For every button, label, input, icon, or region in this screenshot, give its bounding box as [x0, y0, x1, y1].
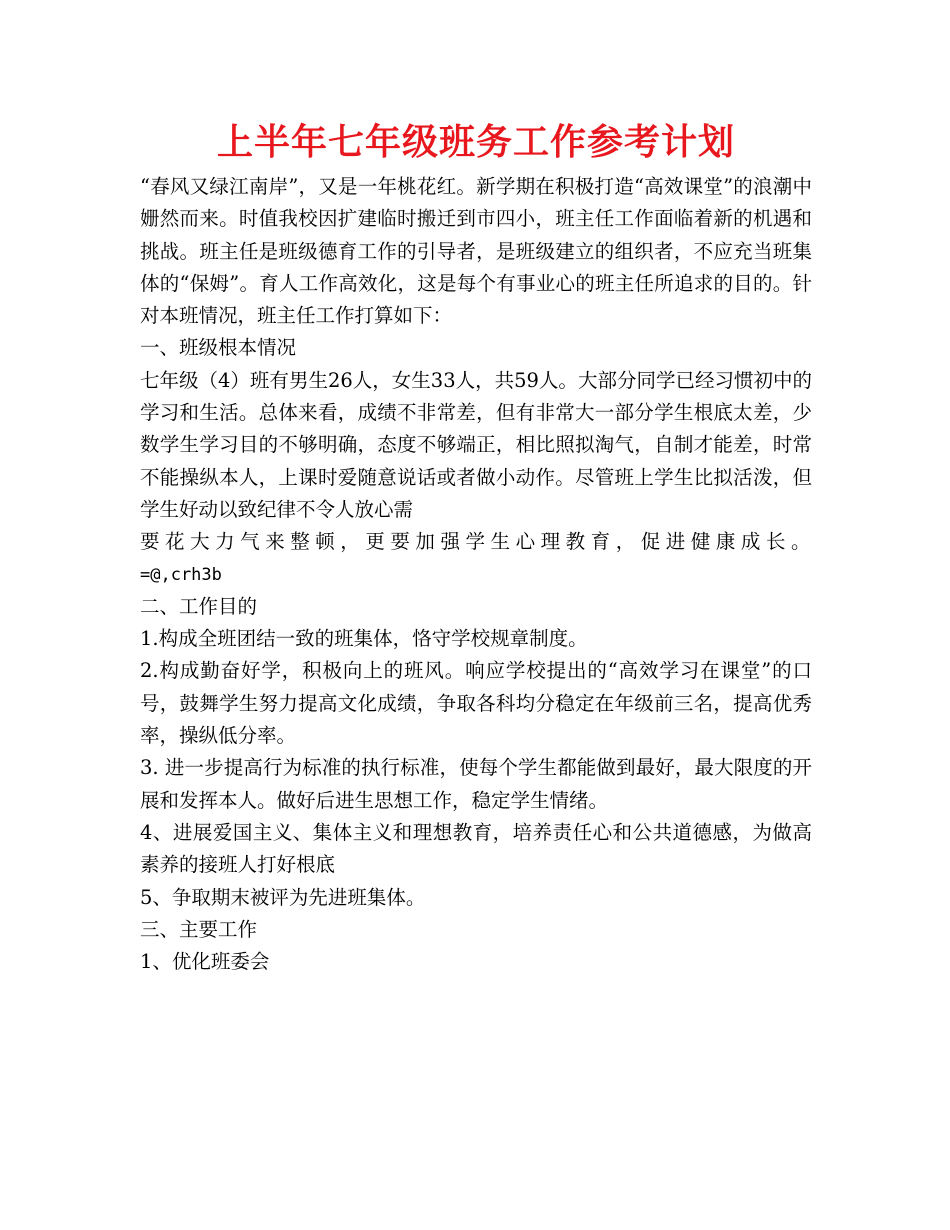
document-title: 上半年七年级班务工作参考计划: [216, 122, 735, 163]
work-item-1: 1、优化班委会: [140, 950, 270, 974]
goal-item-2: 2.构成勤奋好学，积极向上的班风。响应学校提出的“高效学习在课堂”的口号，鼓舞学生努力提高文化成绩，争取各科均分稳定在年级前三名，提高优秀率，操纵低分率。: [140, 659, 812, 748]
section-1-heading: 一、班级根本情况: [140, 336, 297, 360]
goal-item-4: 4、进展爱国主义、集体主义和理想教育，培养责任心和公共道德感，为做高素养的接班人打好根底: [140, 820, 812, 877]
section-2-heading: 二、工作目的: [140, 594, 258, 618]
section-1-paragraph-last-line: 要花大力气来整顿，更要加强学生心理教育，促进健康成长。: [140, 530, 812, 554]
goal-item-3: 3. 进一步提高行为标准的执行标准，使每个学生都能做到最好，最大限度的开展和发挥本人。做好后进生思想工作，稳定学生情绪。: [140, 756, 812, 812]
document-body: [140, 171, 812, 978]
goal-item-5: 5、争取期末被评为先进班集体。: [140, 885, 426, 909]
section-1-paragraph: 七年级（4）班有男生26人，女生33人，共59人。大部分同学已经习惯初中的学习和生活。总体来看，成绩不非常差，但有非常大一部分学生根底太差，少数学生学习目的不够明确，态度不够端正，相比照拟淘气，自制才能差，时常不能操纵本人，上课时爱随意说话或者做小动作。尽管班上学生比拟活泼，但学生好动以致纪律不令人放心需: [140, 368, 812, 521]
document-page: [140, 115, 812, 978]
stray-text: =@,crh3b: [140, 564, 222, 585]
intro-paragraph: “春风又绿江南岸”，又是一年桃花红。新学期在积极打造“高效课堂”的浪潮中姗然而来。时值我校因扩建临时搬迁到市四小，班主任工作面临着新的机遇和挑战。班主任是班级德育工作的引导者，是班级建立的组织者，不应充当班集体的“保姆”。育人工作高效化，这是每个有事业心的班主任所追求的目的。针对本班情况，班主任工作打算如下：: [140, 175, 812, 328]
goal-item-1: 1.构成全班团结一致的班集体，恪守学校规章制度。: [140, 627, 588, 651]
section-3-heading: 三、主要工作: [140, 917, 258, 941]
